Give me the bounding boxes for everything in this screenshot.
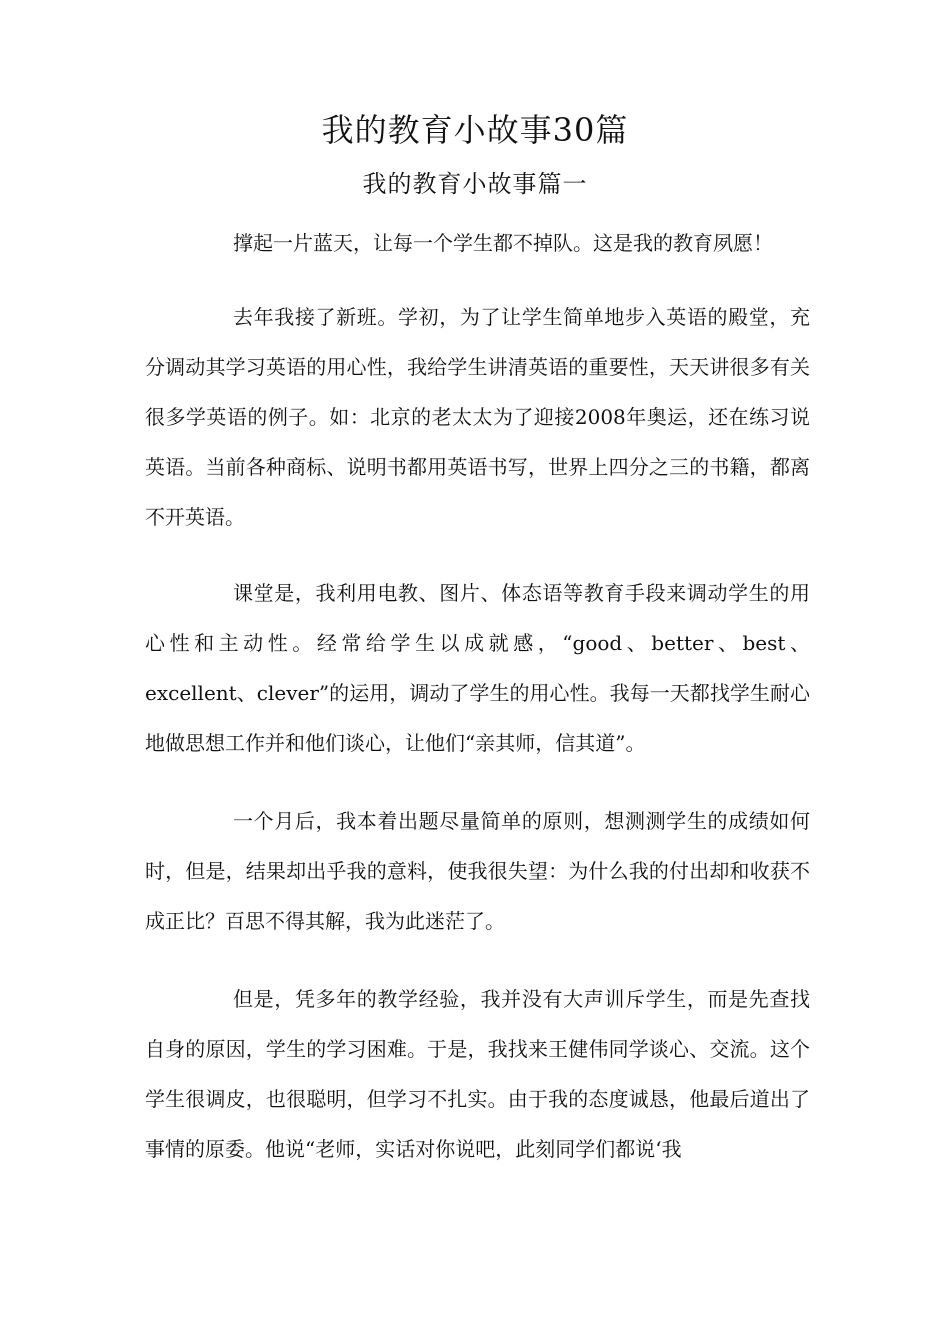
document-title: 我的教育小故事30篇 [321, 111, 629, 149]
paragraph-3: 课堂是，我利用电教、图片、体态语等教育手段来调动学生的用心性和主动性。经常给学生以成就感，“good、better、best、excellent、clever”的运用，调动了学生的用心性。我每一天都找学生耐心地做思想工作并和他们谈心，让他们“亲其师，信其道”。 [145, 581, 810, 755]
paragraph-5: 但是，凭多年的教学经验，我并没有大声训斥学生，而是先查找自身的原因，学生的学习困难。于是，我找来王健伟同学谈心、交流。这个学生很调皮，也很聪明，但学习不扎实。由于我的态度诚恳，他最后道出了事情的原委。他说“老师，实话对你说吧，此刻同学们都说‘我 [145, 987, 810, 1161]
paragraph-2: 去年我接了新班。学初，为了让学生简单地步入英语的殿堂，充分调动其学习英语的用心性，我给学生讲清英语的重要性，天天讲很多有关很多学英语的例子。如：北京的老太太为了迎接2008年奥运，还在练习说英语。当前各种商标、说明书都用英语书写，世界上四分之三的书籍，都离不开英语。 [145, 305, 810, 529]
paragraph-4: 一个月后，我本着出题尽量简单的原则，想测测学生的成绩如何时，但是，结果却出乎我的意料，使我很失望：为什么我的付出却和收获不成正比？百思不得其解，我为此迷茫了。 [145, 809, 810, 933]
section-subtitle: 我的教育小故事篇一 [362, 170, 588, 198]
paragraph-1: 撑起一片蓝天，让每一个学生都不掉队。这是我的教育夙愿！ [233, 231, 773, 255]
